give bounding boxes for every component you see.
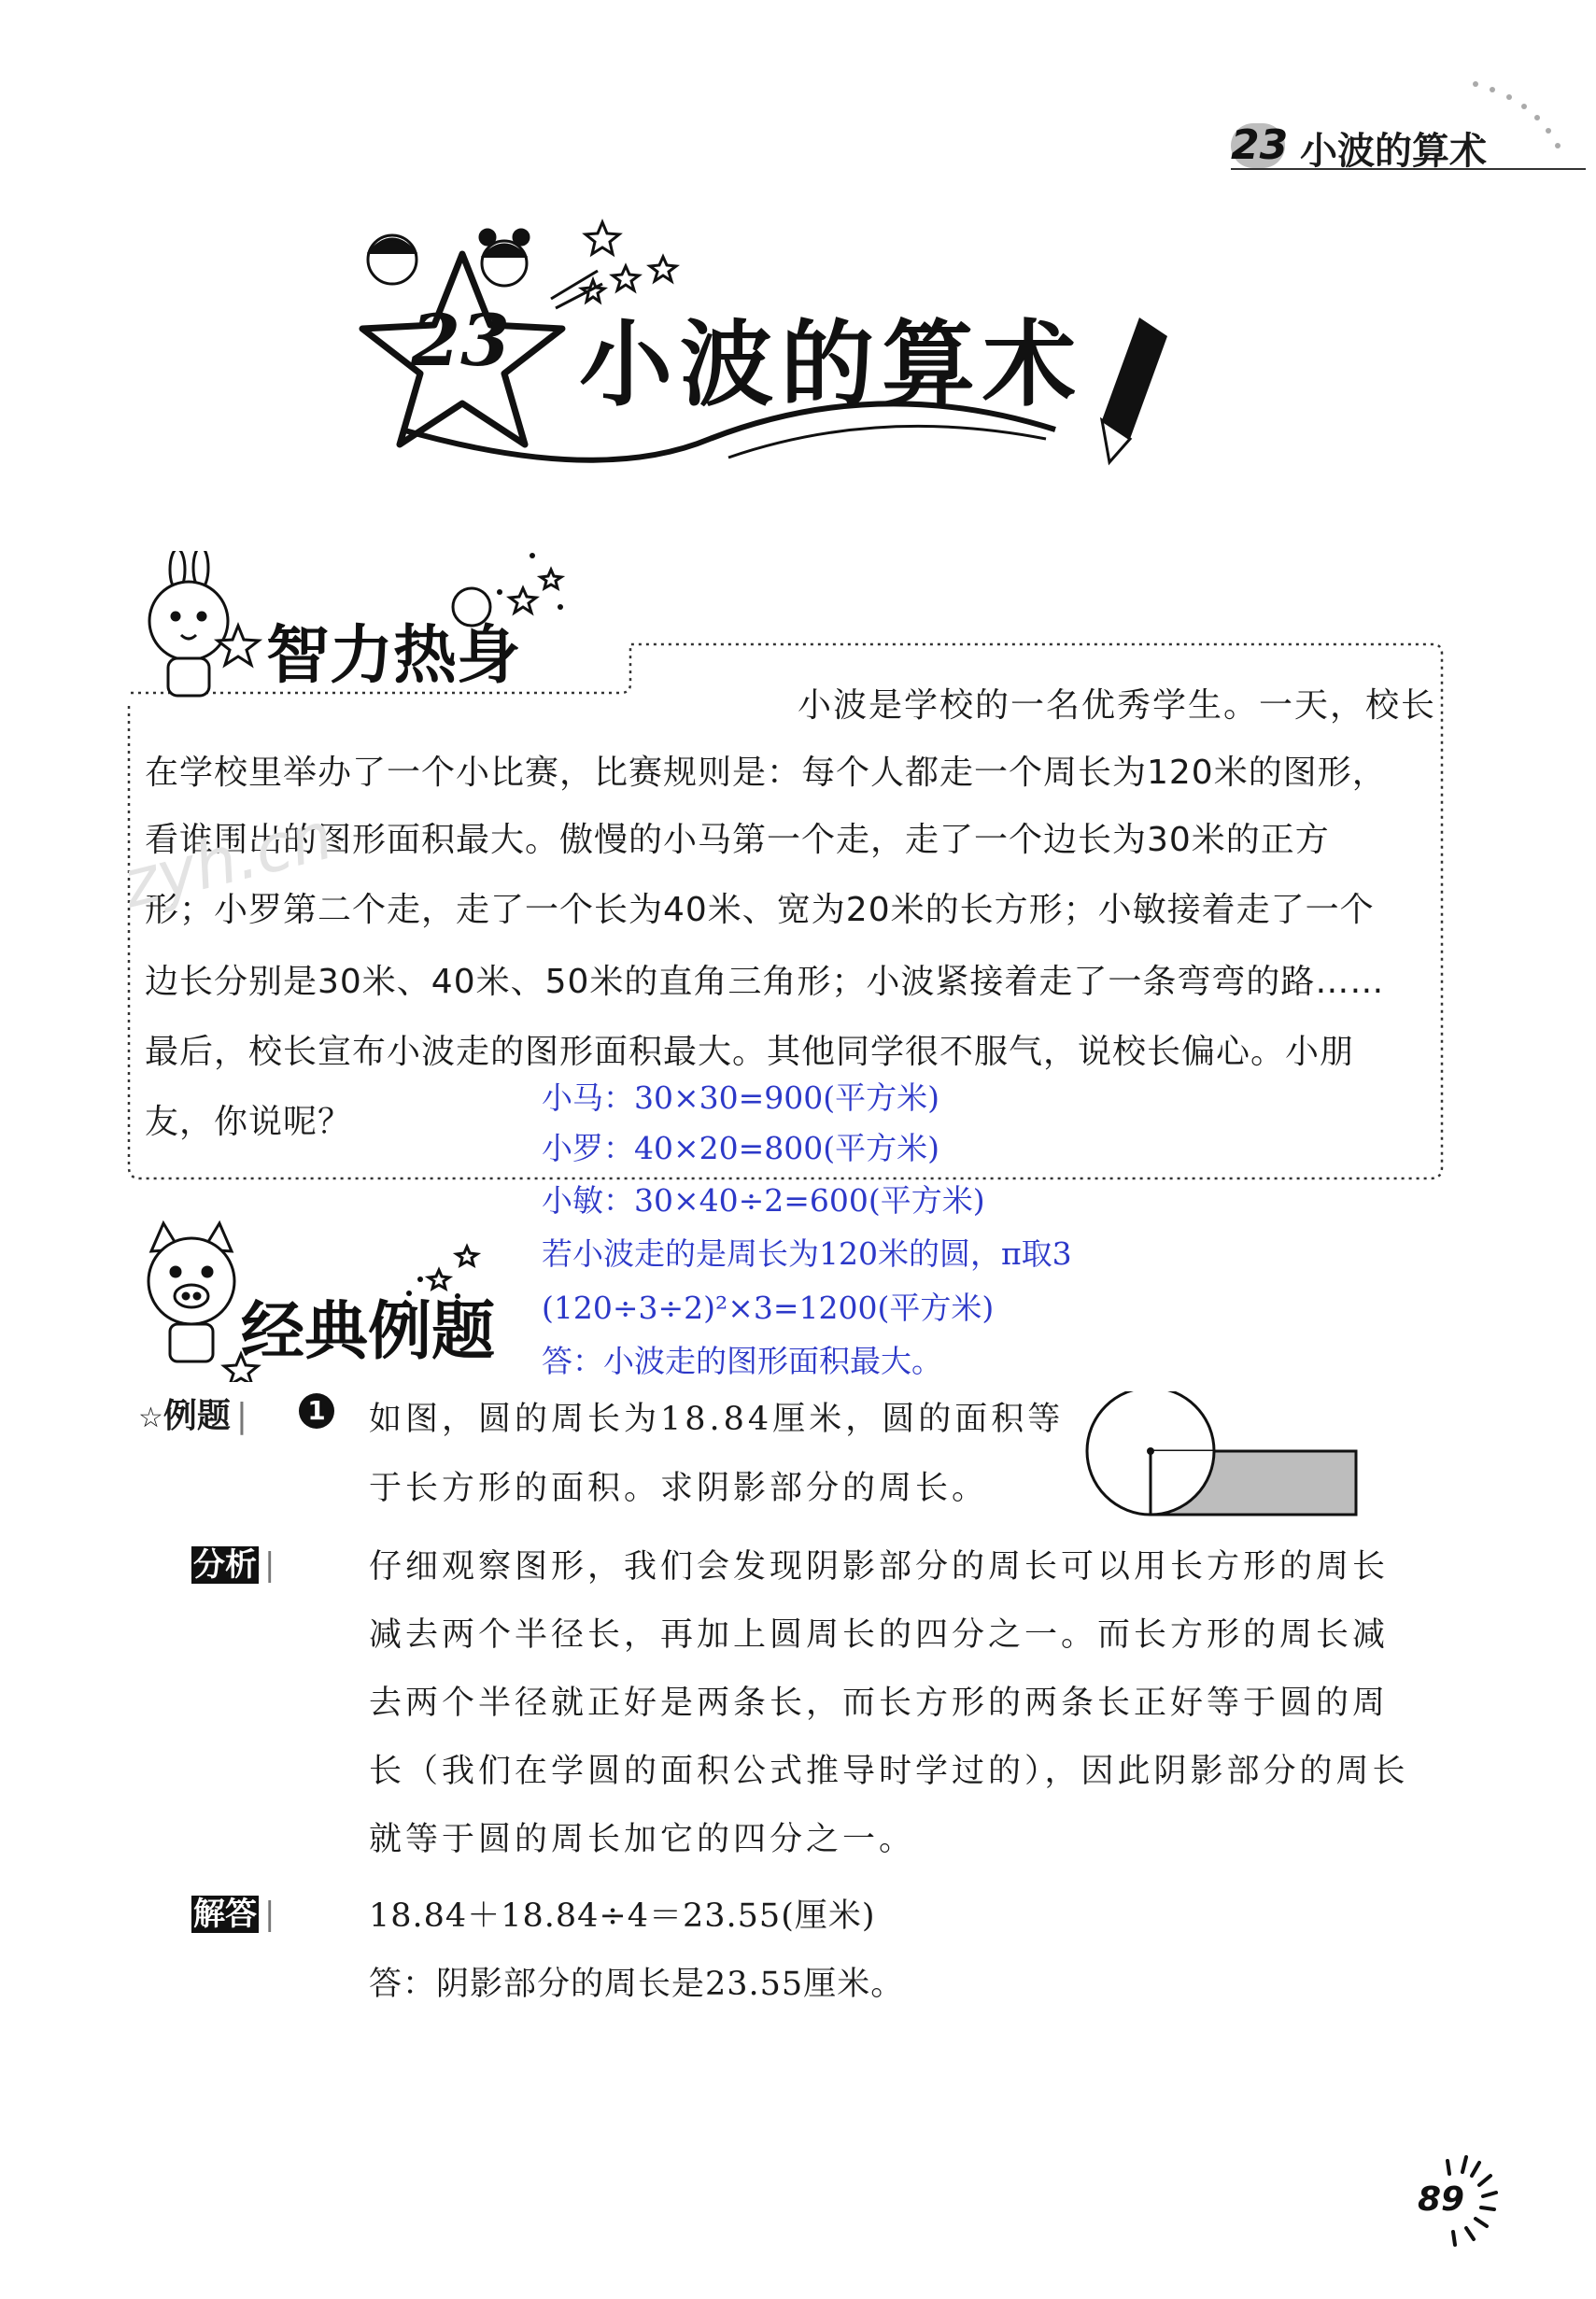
warmup-line-2: 在学校里举办了一个小比赛，比赛规则是：每个人都走一个周长为120米的图形， [145, 754, 1387, 792]
example-label-text: 例题 [162, 1397, 231, 1435]
warmup-line-6: 最后，校长宣布小波走的图形面积最大。其他同学很不服气，说校长偏心。小朋 [145, 1033, 1355, 1071]
answer-label: 解答 [193, 1896, 257, 1933]
annotation-4: 若小波走的是周长为120米的圆，π取3 [542, 1235, 1072, 1272]
chapter-number: 23 [411, 299, 510, 382]
answer-tag: 解答 | [193, 1896, 275, 1933]
question-line-1: 如图，圆的周长为18.84厘米，圆的面积等 [369, 1401, 1065, 1438]
header-chapter-number: 23 [1231, 121, 1289, 169]
example-number-badge: 1 [299, 1393, 334, 1429]
annotation-5: (120÷3÷2)²×3=1200(平方米) [542, 1290, 995, 1326]
star-icon: ☆ [138, 1402, 163, 1434]
answer-line-1: 18.84＋18.84÷4＝23.55(厘米) [369, 1897, 876, 1935]
analysis-line-4: 长（我们在学圆的面积公式推导时学过的），因此阴影部分的周长 [369, 1753, 1409, 1790]
warmup-line-7: 友，你说呢？ [145, 1103, 353, 1141]
page-number: 89 [1418, 2180, 1465, 2219]
annotation-6: 答：小波走的图形面积最大。 [542, 1343, 942, 1379]
answer-line-2: 答：阴影部分的周长是23.55厘米。 [369, 1966, 905, 2003]
example-label: ☆例题 | [138, 1397, 248, 1435]
warmup-heading: 智力热身 [266, 619, 521, 693]
annotation-2: 小罗：40×20=800(平方米) [542, 1130, 940, 1166]
header-title: 小波的算术 [1300, 130, 1487, 173]
warmup-line-1: 小波是学校的一名优秀学生。一天，校长 [797, 686, 1436, 725]
warmup-line-4: 形；小罗第二个走，走了一个长为40米、宽为20米的长方形；小敏接着走了一个 [145, 891, 1375, 929]
analysis-tag: 分析 | [193, 1546, 275, 1584]
warmup-line-5: 边长分别是30米、40米、50米的直角三角形；小波紧接着走了一条弯弯的路…… [145, 963, 1385, 1001]
analysis-label: 分析 [193, 1546, 257, 1584]
watermark: zyh.cn [115, 797, 341, 924]
warmup-line-3: 看谁围出的图形面积最大。傲慢的小马第一个走，走了一个边长为30米的正方 [145, 821, 1330, 859]
annotation-1: 小马：30×30=900(平方米) [542, 1079, 940, 1116]
annotation-3: 小敏：30×40÷2=600(平方米) [542, 1182, 985, 1219]
kids-icon [368, 230, 529, 286]
header-rule [1231, 168, 1586, 170]
chapter-title: 小波的算术 [579, 310, 1083, 419]
bunny-icon [149, 551, 228, 696]
analysis-line-5: 就等于圆的周长加它的四分之一。 [369, 1821, 916, 1858]
analysis-line-3: 去两个半径就正好是两条长，而长方形的两条长正好等于圆的周 [369, 1685, 1390, 1722]
question-line-2: 于长方形的面积。求阴影部分的周长。 [369, 1470, 989, 1507]
pencil-icon [1102, 317, 1167, 462]
header-dots-decoration [1457, 65, 1578, 168]
analysis-line-2: 减去两个半径长，再加上圆周长的四分之一。而长方形的周长减 [369, 1616, 1390, 1654]
pig-icon [148, 1223, 234, 1361]
example-heading: 经典例题 [241, 1295, 496, 1369]
analysis-line-1: 仔细观察图形，我们会发现阴影部分的周长可以用长方形的周长 [369, 1548, 1390, 1586]
circle-rectangle-figure [1079, 1391, 1377, 1541]
